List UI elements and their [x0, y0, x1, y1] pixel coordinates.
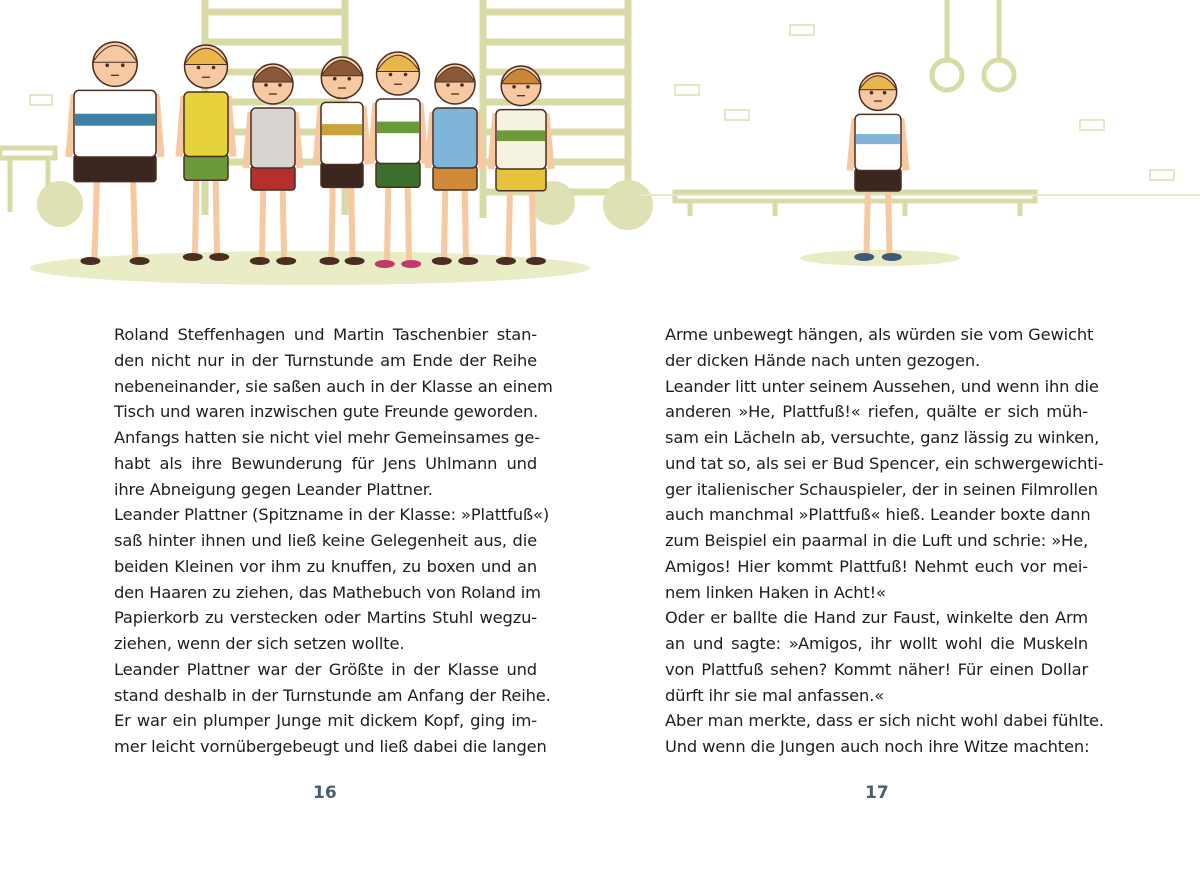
text-line: Leander Plattner (Spitzname in der Klasse: »Plattfuß«): [114, 505, 550, 525]
text-line: von Plattfuß sehen? Kommt näher! Für einen Dollar: [665, 659, 1088, 679]
text-line: Leander Plattner war der Größte in der Klasse und: [114, 659, 537, 679]
text-line: den Haaren zu ziehen, das Mathebuch von Roland im: [114, 582, 541, 602]
text-line: nebeneinander, sie saßen auch in der Klasse an einem: [114, 376, 553, 396]
gym-rings: [932, 0, 1014, 90]
text-line: saß hinter ihnen und ließ keine Gelegenheit aus, die: [114, 531, 537, 550]
text-line: mer leicht vornübergebeugt und ließ dabei die langen: [114, 737, 547, 756]
gym-illustration: [0, 0, 1200, 300]
text-line: ger italienischer Schauspieler, der in seinen Filmrollen: [665, 479, 1098, 499]
text-line: Tisch und waren inzwischen gute Freunde geworden.: [114, 402, 539, 422]
text-line: Amigos! Hier kommt Plattfuß! Nehmt euch vor mei-: [665, 556, 1088, 576]
text-line: Leander litt unter seinem Aussehen, und wenn ihn die: [665, 376, 1099, 396]
boy-figure: [316, 57, 368, 265]
text-line: Papierkorb zu verstecken oder Martins Stuhl wegzu-: [114, 608, 537, 628]
boy-alone: [850, 73, 906, 261]
boy-figure: [428, 64, 482, 265]
text-line: beiden Kleinen vor ihm zu knuffen, zu boxen und an: [114, 556, 537, 576]
text-line: auch manchmal »Plattfuß« hieß. Leander boxte dann: [665, 505, 1091, 525]
text-line: habt als ihre Bewunderung für Jens Uhlmann und: [114, 453, 537, 473]
text-line: Und wenn die Jungen auch noch ihre Witze machten:: [665, 737, 1090, 756]
left-page-text: [114, 322, 553, 760]
boy-figure: [246, 64, 300, 265]
text-line: dürft ihr sie mal anfassen.«: [665, 685, 885, 705]
text-line: und tat so, als sei er Bud Spencer, ein schwergewichti-: [665, 453, 1104, 473]
text-line: zum Beispiel ein paarmal in die Luft und schrie: »He,: [665, 531, 1088, 550]
text-line: Oder er ballte die Hand zur Faust, winkelte den Arm: [665, 608, 1088, 628]
text-line: Anfangs hatten sie nicht viel mehr Gemeinsames ge-: [114, 428, 540, 447]
boy-figure: [371, 52, 425, 268]
text-line: der dicken Hände nach unten gezogen.: [665, 350, 981, 370]
boy-figure: [179, 45, 233, 261]
text-line: nem linken Haken in Acht!«: [665, 582, 886, 602]
boy-figure: [850, 73, 906, 261]
page-number-right: 17: [865, 783, 889, 803]
text-line: Aber man merkte, dass er sich nicht wohl dabei fühlte.: [665, 711, 1104, 731]
boy-figure: [69, 42, 161, 265]
text-line: ihre Abneigung gegen Leander Plattner.: [114, 479, 433, 499]
text-line: ziehen, wenn der sich setzen wollte.: [114, 634, 405, 653]
text-line: sam ein Lächeln ab, versuchte, ganz lässig zu winken,: [665, 428, 1100, 447]
text-line: Er war ein plumper Junge mit dickem Kopf, ging im-: [114, 711, 537, 731]
right-page-text: [665, 322, 1104, 760]
text-line: stand deshalb in der Turnstunde am Anfang der Reihe.: [114, 685, 551, 705]
text-line: Arme unbewegt hängen, als würden sie vom Gewicht: [665, 325, 1094, 344]
page-number-left: 16: [313, 783, 337, 803]
text-line: Roland Steffenhagen und Martin Taschenbier stan-: [114, 325, 537, 344]
floor-shadow-right: [800, 250, 960, 266]
text-line: den nicht nur in der Turnstunde am Ende der Reihe: [114, 350, 537, 370]
boy-figure: [491, 66, 551, 265]
boys-lineup: [69, 42, 551, 268]
text-line: anderen »He, Plattfuß!« riefen, quälte er sich müh-: [665, 402, 1088, 422]
text-line: an und sagte: »Amigos, ihr wollt wohl die Muskeln: [665, 634, 1088, 653]
